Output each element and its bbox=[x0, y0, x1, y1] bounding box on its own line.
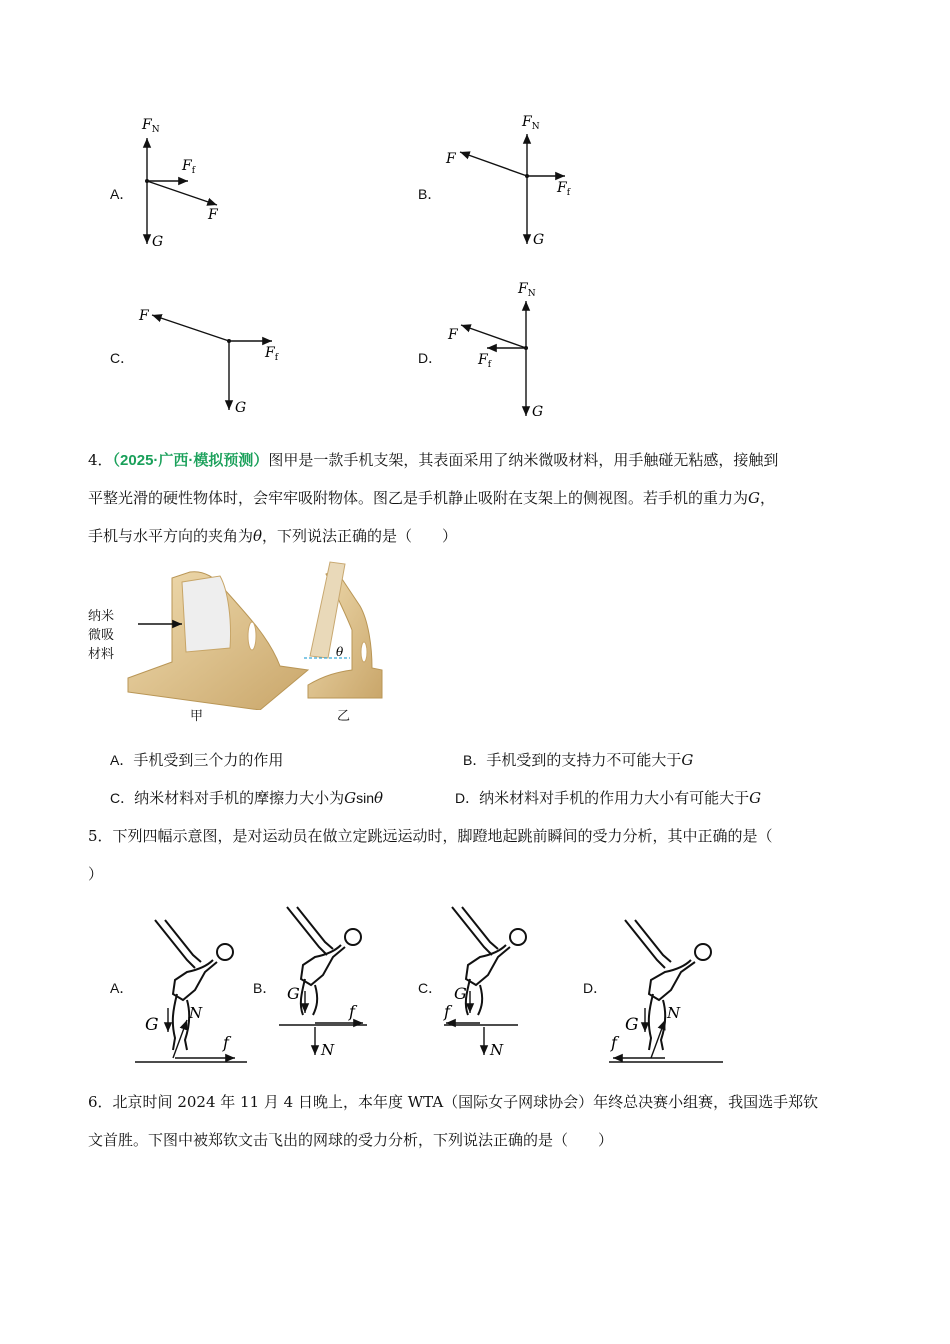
label-fn: $F_N$ bbox=[142, 117, 160, 135]
q5-diagram-b bbox=[275, 895, 375, 1070]
q3-diagram-c bbox=[130, 300, 300, 425]
svg-text:G: G bbox=[532, 404, 544, 420]
q5-option-a-label[interactable]: A． bbox=[110, 980, 134, 996]
q5-diagram-c bbox=[440, 895, 540, 1070]
q6-line1: 6．北京时间 2024 年 11 月 4 日晚上，本年度 WTA（国际女子网球协会）年终总决赛小组赛，我国选手郑钦 bbox=[88, 1093, 819, 1111]
q3-diagram-a bbox=[120, 110, 250, 260]
q5-line2: ） bbox=[88, 865, 104, 883]
q3-option-a-label[interactable]: A． bbox=[110, 186, 134, 202]
q6-number: 6． bbox=[88, 1093, 113, 1111]
q3-diagram-d bbox=[440, 278, 580, 428]
q3-option-d-label[interactable]: D． bbox=[418, 350, 443, 366]
q4-option-c[interactable]: C．纳米材料对手机的摩擦力大小为Gsinθ bbox=[110, 789, 384, 807]
q5-option-d-label[interactable]: D． bbox=[583, 980, 608, 996]
svg-text:f: f bbox=[611, 1033, 617, 1052]
q5-diagram-a bbox=[135, 910, 250, 1070]
svg-text:f: f bbox=[223, 1033, 229, 1052]
svg-text:f: f bbox=[444, 1002, 450, 1021]
svg-text:G: G bbox=[235, 400, 247, 416]
caption-jia: 甲 bbox=[190, 709, 204, 724]
label-ff: $F_f$ bbox=[182, 158, 196, 176]
q4-option-b[interactable]: B．手机受到的支持力不可能大于G bbox=[463, 751, 694, 769]
q5-line1: 5．下列四幅示意图，是对运动员在做立定跳远运动时，脚蹬地起跳前瞬间的受力分析，其中正确的是（ bbox=[88, 827, 773, 845]
svg-text:N: N bbox=[667, 1004, 681, 1022]
svg-text:FN: $F_N$ bbox=[522, 114, 540, 132]
q4-line1: 4．（2025·广西·模拟预测）图甲是一款手机支架，其表面采用了纳米微吸材料，用手触碰无粘感，接触到 bbox=[88, 451, 779, 469]
q4-line3: 手机与水平方向的夹角为θ，下列说法正确的是（ ） bbox=[88, 527, 458, 545]
svg-text:FN: $F_N$ bbox=[518, 281, 536, 299]
q5-number: 5． bbox=[88, 827, 113, 845]
svg-text:N: N bbox=[321, 1041, 335, 1059]
angle-theta-label: θ bbox=[336, 645, 344, 659]
caption-yi: 乙 bbox=[337, 709, 351, 724]
q3-option-b-label[interactable]: B． bbox=[418, 186, 442, 202]
svg-text:Ff: $F_f$ bbox=[478, 352, 492, 370]
q6-line2: 文首胜。下图中被郑钦文击飞出的网球的受力分析，下列说法正确的是（ ） bbox=[88, 1131, 614, 1149]
q4-option-a[interactable]: A．手机受到三个力的作用 bbox=[110, 751, 284, 769]
svg-text:G: G bbox=[454, 984, 467, 1003]
q5-option-b-label[interactable]: B． bbox=[253, 980, 277, 996]
svg-text:N: N bbox=[189, 1004, 203, 1022]
q4-option-d[interactable]: D．纳米材料对手机的作用力大小有可能大于G bbox=[455, 789, 762, 807]
svg-text:F: F bbox=[446, 151, 456, 167]
q4-number: 4． bbox=[88, 451, 113, 469]
svg-text:G: G bbox=[533, 232, 545, 248]
svg-text:G: G bbox=[625, 1015, 639, 1035]
q3-option-c-label[interactable]: C． bbox=[110, 350, 135, 366]
q5-diagram-d bbox=[605, 910, 725, 1070]
svg-text:Ff: $F_f$ bbox=[265, 345, 279, 363]
q5-option-c-label[interactable]: C． bbox=[418, 980, 443, 996]
force-f-arrow bbox=[147, 181, 217, 205]
phone-stand-figure bbox=[120, 560, 400, 710]
q4-source: （2025·广西·模拟预测） bbox=[112, 452, 269, 469]
q4-line2: 平整光滑的硬性物体时，会牢牢吸附物体。图乙是手机静止吸附在支架上的侧视图。若手机的重力为G， bbox=[88, 489, 776, 507]
svg-text:F: F bbox=[448, 327, 458, 343]
svg-text:F: F bbox=[139, 308, 149, 324]
label-f: F bbox=[208, 207, 218, 223]
svg-text:Ff: $F_f$ bbox=[557, 180, 571, 198]
q3-diagram-b bbox=[440, 110, 580, 260]
svg-text:G: G bbox=[145, 1015, 159, 1035]
label-g: G bbox=[152, 234, 164, 250]
nano-material-callout: 纳米 微吸 材料 bbox=[88, 609, 115, 662]
svg-text:G: G bbox=[287, 984, 300, 1003]
svg-text:N: N bbox=[490, 1041, 504, 1059]
svg-text:f: f bbox=[349, 1002, 355, 1021]
